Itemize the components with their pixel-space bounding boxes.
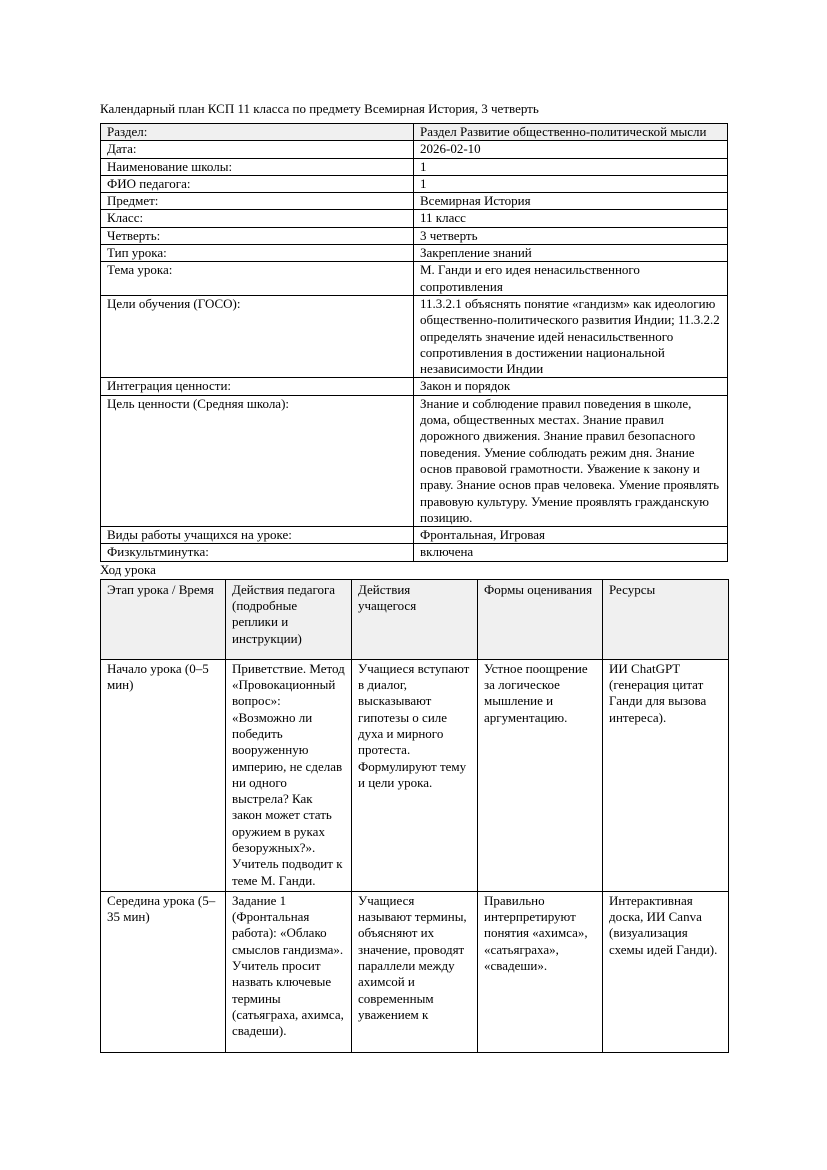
lesson-cell-stage: Начало урока (0–5 мин) (101, 659, 226, 891)
lesson-cell-stage: Середина урока (5–35 мин) (101, 891, 226, 1052)
lesson-header-cell: Действия учащегося (352, 579, 478, 659)
info-value: Фронтальная, Игровая (414, 527, 728, 544)
info-label: Тип урока: (101, 245, 414, 262)
info-value: 1 (414, 158, 728, 175)
info-label: Раздел: (101, 124, 414, 141)
info-value: М. Ганди и его идея ненасильственного сопротивления (414, 262, 728, 296)
info-label: Физкультминутка: (101, 544, 414, 561)
info-value: 11 класс (414, 210, 728, 227)
lesson-cell-student: Учащиеся называют термины, объясняют их значение, проводят параллели между ахимсой и современным уважением к (352, 891, 478, 1052)
lesson-cell-resources: ИИ ChatGPT (генерация цитат Ганди для вызова интереса). (603, 659, 729, 891)
lesson-info-table (100, 123, 728, 562)
info-row (101, 395, 728, 526)
info-value: 3 четверть (414, 227, 728, 244)
info-label: Класс: (101, 210, 414, 227)
lesson-flow-title: Ход урока (100, 561, 156, 577)
info-label: Предмет: (101, 193, 414, 210)
info-value: 1 (414, 175, 728, 192)
info-row (101, 210, 728, 227)
info-label: Наименование школы: (101, 158, 414, 175)
info-row (101, 245, 728, 262)
info-row (101, 124, 728, 141)
info-value: Знание и соблюдение правил поведения в школе, дома, общественных местах. Знание правил дорожного движения. Знание правил безопасного поведения. Умение соблюдать режим дня. Знание основ правовой грамотности. Уважение к закону и праву. Знание основ прав человека. Умение проявлять правовую культуру. Умение проявлять гражданскую позицию. (414, 395, 728, 526)
lesson-row (101, 891, 729, 1052)
lesson-cell-assessment: Правильно интерпретируют понятия «ахимса», «сатьяграха», «свадеши». (478, 891, 603, 1052)
lesson-header-cell: Этап урока / Время (101, 579, 226, 659)
info-row (101, 175, 728, 192)
document-title: Календарный план КСП 11 класса по предмету Всемирная История, 3 четверть (100, 101, 539, 116)
info-value: включена (414, 544, 728, 561)
info-row (101, 262, 728, 296)
lesson-row (101, 659, 729, 891)
lesson-header-cell: Действия педагога (подробные реплики и инструкции) (226, 579, 352, 659)
lesson-cell-assessment: Устное поощрение за логическое мышление и аргументацию. (478, 659, 603, 891)
lesson-cell-resources: Интерактивная доска, ИИ Canva (визуализация схемы идей Ганди). (603, 891, 729, 1052)
info-value: Закон и порядок (414, 378, 728, 395)
info-value: 11.3.2.1 объяснять понятие «гандизм» как идеологию общественно-политического развития Индии; 11.3.2.2 определять значение идей ненасильственного сопротивления в достижении национальной независимости Индии (414, 295, 728, 377)
lesson-cell-student: Учащиеся вступают в диалог, высказывают гипотезы о силе духа и мирного протеста. Формулируют тему и цели урока. (352, 659, 478, 891)
info-label: Цель ценности (Средняя школа): (101, 395, 414, 526)
info-value: 2026-02-10 (414, 141, 728, 158)
info-row (101, 378, 728, 395)
info-label: Виды работы учащихся на уроке: (101, 527, 414, 544)
lesson-header-cell: Формы оценивания (478, 579, 603, 659)
lesson-cell-teacher: Задание 1 (Фронтальная работа): «Облако смыслов гандизма». Учитель просит назвать ключевые термины (сатьяграха, ахимса, свадеши). (226, 891, 352, 1052)
info-row (101, 544, 728, 561)
lesson-header-cell: Ресурсы (603, 579, 729, 659)
info-label: ФИО педагога: (101, 175, 414, 192)
info-label: Дата: (101, 141, 414, 158)
info-label: Интеграция ценности: (101, 378, 414, 395)
info-row (101, 527, 728, 544)
info-value: Всемирная История (414, 193, 728, 210)
lesson-header-row (101, 579, 729, 659)
lesson-flow-table (100, 579, 729, 1053)
document-page (100, 100, 728, 1053)
info-row (101, 295, 728, 377)
info-label: Цели обучения (ГОСО): (101, 295, 414, 377)
info-label: Тема урока: (101, 262, 414, 296)
info-row (101, 141, 728, 158)
info-value: Закрепление знаний (414, 245, 728, 262)
info-row (101, 158, 728, 175)
info-row (101, 193, 728, 210)
lesson-cell-teacher: Приветствие. Метод «Провокационный вопрос»: «Возможно ли победить вооруженную империю, не сделав ни одного выстрела? Как закон может стать оружием в руках безоружных?». Учитель подводит к теме М. Ганди. (226, 659, 352, 891)
info-row (101, 227, 728, 244)
info-label: Четверть: (101, 227, 414, 244)
info-value: Раздел Развитие общественно-политической мысли (414, 124, 728, 141)
